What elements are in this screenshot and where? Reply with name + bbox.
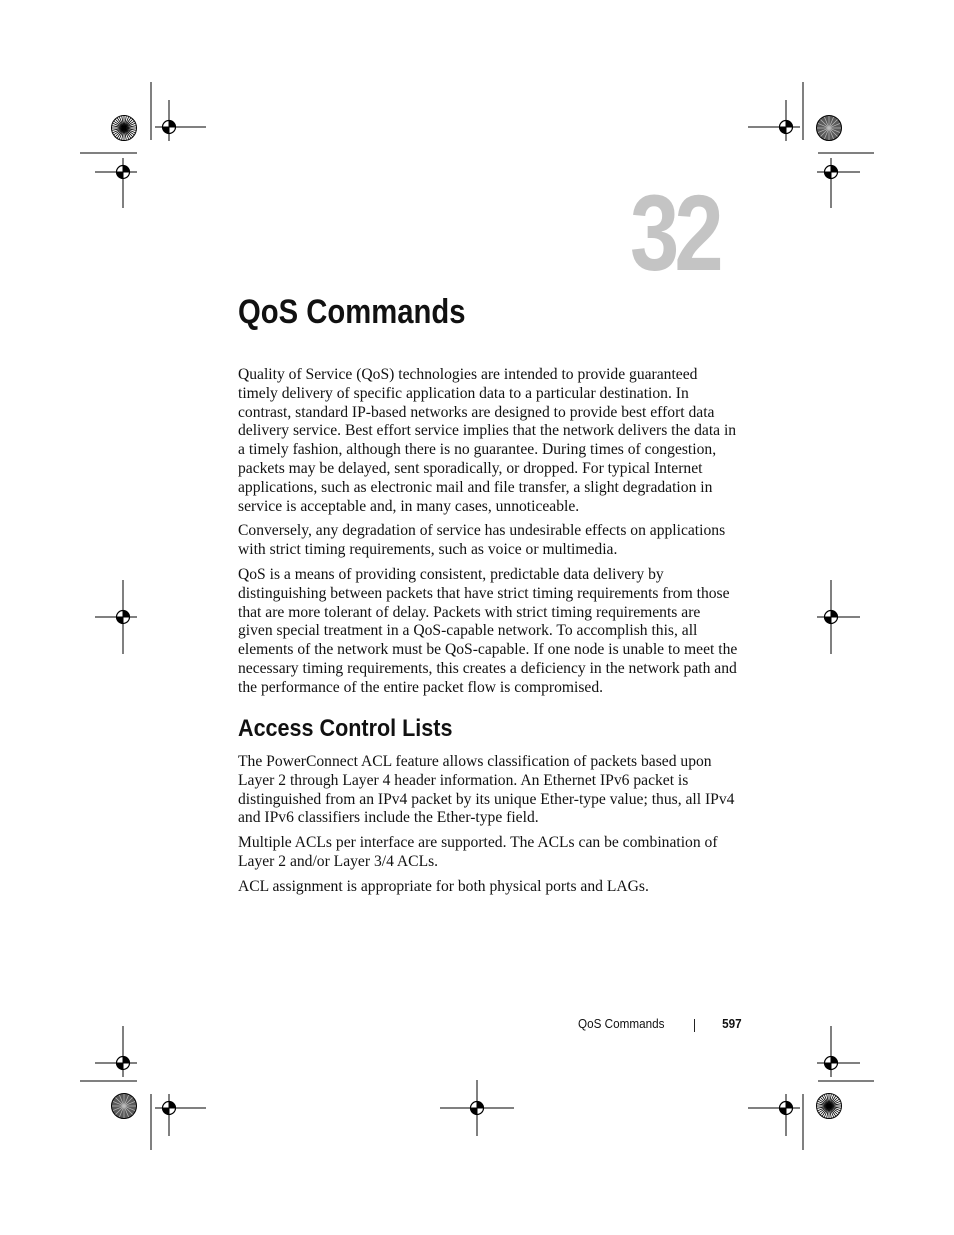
registration-wheel-icon bbox=[112, 116, 137, 141]
registration-wheel-dark-icon bbox=[817, 116, 842, 141]
registration-mark-icon bbox=[109, 158, 137, 186]
section-heading: Access Control Lists bbox=[238, 715, 453, 742]
page-footer bbox=[560, 1014, 742, 1034]
footer-title: QoS Commands bbox=[578, 1016, 665, 1031]
intro-paragraph: QoS is a means of providing consistent, predictable data delivery by distinguishing between packets that have strict timing requirements from those that are more tolerant of delay. Packets with strict timing requirements are given special treatment in a QoS-capable network. To accomplish this, all elements of the network must be QoS-capable. If one node is unable to meet the necessary timing requirements, this creates a deficiency in the network path and the performance of the entire packet flow is compromised. bbox=[238, 565, 738, 696]
chapter-title: QoS Commands bbox=[238, 293, 466, 331]
registration-mark-icon bbox=[817, 603, 845, 631]
registration-mark-icon bbox=[817, 1049, 845, 1077]
registration-wheel-dark-icon bbox=[112, 1094, 137, 1119]
section-paragraph: The PowerConnect ACL feature allows classification of packets based upon Layer 2 through Layer 4 header information. An Ethernet IPv6 packet is distinguished from an IPv4 packet by its unique Ether-type value; thus, all IPv4 and IPv6 classifiers include the Ether-type field. bbox=[238, 753, 735, 827]
registration-mark-icon bbox=[817, 158, 845, 186]
section-paragraph: Multiple ACLs per interface are supported. The ACLs can be combination of Layer 2 and/or Layer 3/4 ACLs. bbox=[238, 834, 718, 870]
section-text bbox=[238, 753, 738, 903]
footer-separator bbox=[694, 1019, 695, 1032]
registration-mark-icon bbox=[463, 1094, 491, 1122]
registration-wheel-icon bbox=[817, 1094, 842, 1119]
registration-mark-icon bbox=[109, 1049, 137, 1077]
intro-text bbox=[238, 366, 738, 704]
section-paragraph: ACL assignment is appropriate for both physical ports and LAGs. bbox=[238, 877, 649, 895]
chapter-number: 32 bbox=[630, 172, 719, 293]
registration-mark-icon bbox=[772, 1094, 800, 1122]
intro-paragraph: Quality of Service (QoS) technologies are intended to provide guaranteed timely delivery of specific application data to a particular destination. In contrast, standard IP-based networks are designed to provide best effort data delivery service. Best effort service implies that the network delivers the data in a timely fashion, although there is no guarantee. During times of congestion, packets may be delayed, sent sporadically, or dropped. For typical Internet applications, such as electronic mail and file transfer, a slight degradation in service is acceptable and, in many cases, unnoticeable. bbox=[238, 366, 737, 515]
page-number: 597 bbox=[722, 1016, 742, 1031]
registration-mark-icon bbox=[155, 1094, 183, 1122]
intro-paragraph: Conversely, any degradation of service has undesirable effects on applications with strict timing requirements, such as voice or multimedia. bbox=[238, 522, 726, 559]
registration-mark-icon bbox=[155, 113, 183, 141]
registration-mark-icon bbox=[109, 603, 137, 631]
registration-mark-icon bbox=[772, 113, 800, 141]
